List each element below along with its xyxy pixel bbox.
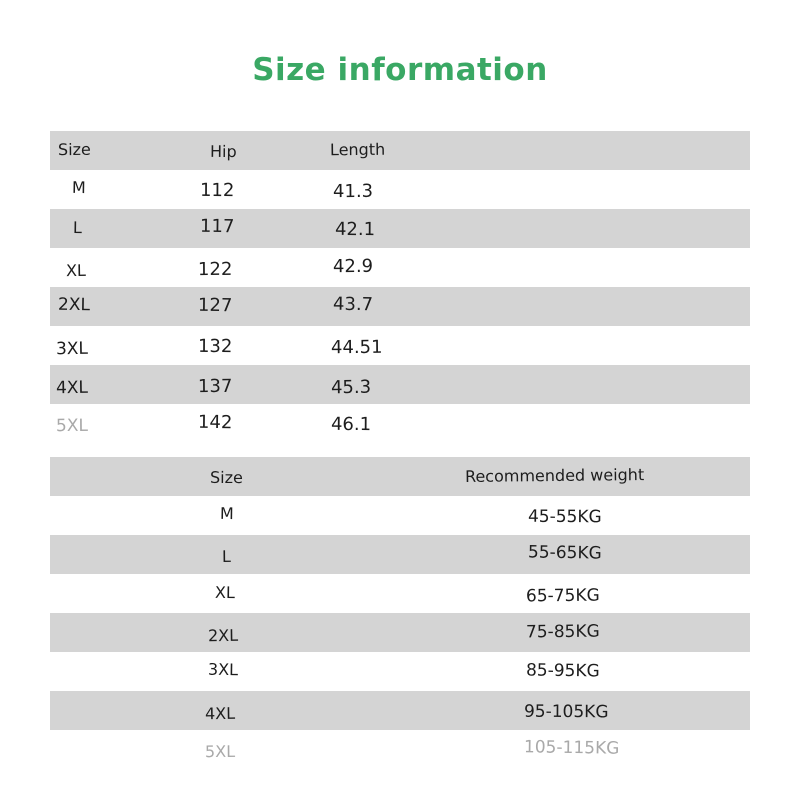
cell-hip: 142	[197, 411, 233, 434]
column-header-size: Size	[209, 467, 243, 488]
column-header-hip: Hip	[209, 141, 237, 162]
table-row	[50, 404, 750, 443]
cell-weight: 105-115KG	[523, 736, 620, 759]
table-row	[50, 365, 750, 404]
cell-weight: 65-75KG	[525, 585, 600, 606]
cell-hip: 132	[197, 335, 233, 358]
table-row	[50, 209, 750, 248]
cell-weight: 45-55KG	[527, 506, 602, 527]
table-row	[50, 248, 750, 287]
table-row	[50, 326, 750, 365]
cell-weight: 75-85KG	[525, 621, 600, 642]
cell-size: 4XL	[55, 377, 89, 398]
cell-weight: 95-105KG	[523, 701, 609, 722]
cell-weight: 55-65KG	[527, 541, 602, 564]
cell-size: 2XL	[207, 625, 239, 646]
cell-size: 3XL	[207, 659, 239, 680]
recommended-weight-table	[50, 457, 750, 769]
cell-length: 41.3	[332, 180, 374, 203]
cell-size: 3XL	[55, 338, 89, 359]
cell-weight: 85-95KG	[525, 660, 600, 681]
column-header-size: Size	[57, 139, 91, 160]
cell-length: 42.9	[332, 255, 374, 278]
column-header-length: Length	[329, 139, 386, 160]
table-row	[50, 496, 750, 535]
cell-length: 43.7	[332, 293, 374, 316]
cell-hip: 112	[199, 179, 235, 202]
cell-length: 46.1	[330, 413, 372, 436]
cell-size: M	[71, 177, 86, 198]
size-table	[50, 131, 750, 443]
cell-size: XL	[214, 582, 235, 603]
table-row	[50, 652, 750, 691]
table-row	[50, 535, 750, 574]
table-row	[50, 730, 750, 769]
cell-size: 4XL	[204, 703, 236, 724]
cell-hip: 137	[197, 375, 233, 398]
cell-size: L	[221, 546, 232, 567]
table-header-row	[50, 131, 750, 170]
table-row	[50, 574, 750, 613]
cell-length: 42.1	[334, 218, 376, 241]
cell-length: 45.3	[330, 376, 372, 399]
cell-size: 2XL	[57, 294, 91, 315]
cell-size: XL	[65, 260, 87, 281]
table-row	[50, 691, 750, 730]
table-row	[50, 170, 750, 209]
cell-hip: 127	[197, 294, 233, 317]
cell-hip: 117	[199, 215, 235, 238]
cell-length: 44.51	[330, 336, 383, 359]
table-row	[50, 287, 750, 326]
cell-size: M	[219, 503, 234, 524]
table-row	[50, 613, 750, 652]
cell-size: L	[72, 217, 83, 238]
cell-size: 5XL	[204, 741, 236, 762]
cell-hip: 122	[197, 258, 233, 281]
cell-size: 5XL	[55, 415, 89, 436]
table-header-row	[50, 457, 750, 496]
column-header-recommended-weight: Recommended weight	[464, 465, 645, 486]
page-title: Size information	[252, 52, 548, 88]
